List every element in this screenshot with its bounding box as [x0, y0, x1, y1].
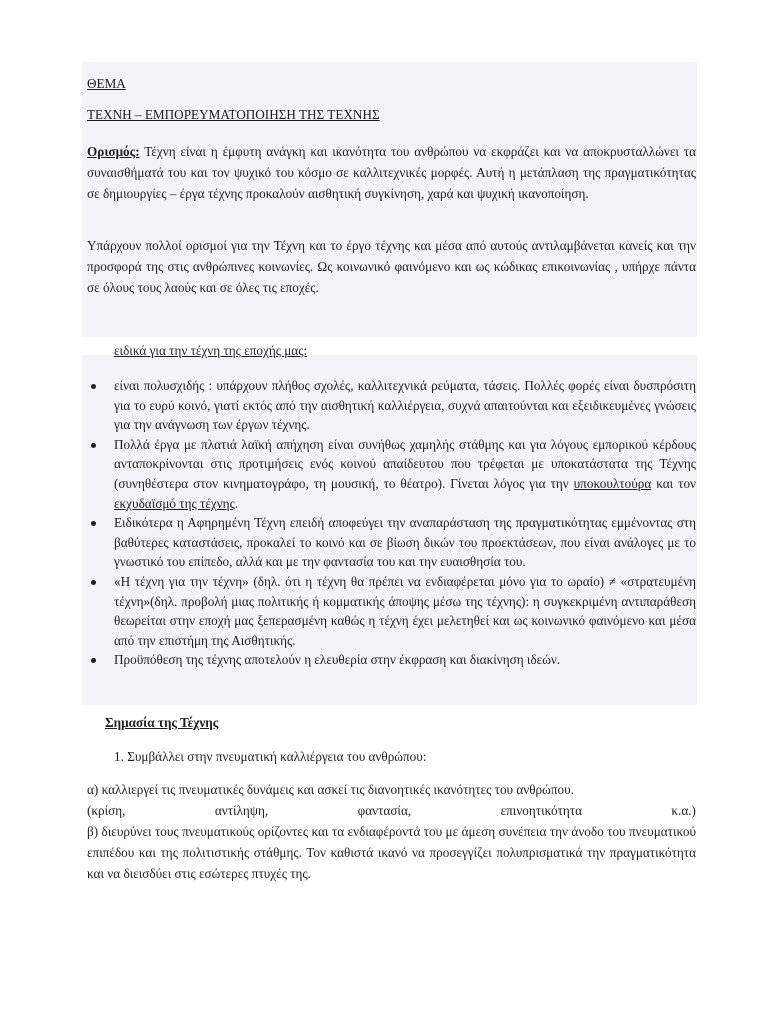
bullet-icon [91, 580, 96, 585]
list-item: Προϋπόθεση της τέχνης αποτελούν η ελευθερία στην έκφραση και διακίνηση ιδεών. [87, 650, 696, 670]
point-a: α) καλλιεργεί τις πνευματικές δυνάμεις και ασκεί τις διανοητικές ικανότητες του ανθρώπου. [87, 782, 574, 797]
bullet-list [87, 376, 696, 670]
bullet-icon [91, 443, 96, 448]
list-word: επινοητικότητα [500, 803, 582, 818]
list-word: αντίληψη, [214, 803, 269, 818]
bullet-icon [91, 658, 96, 663]
importance-heading: Σημασία της Τέχνης [105, 715, 219, 730]
list-word: φαντασία, [357, 803, 412, 818]
list-word: κ.α.) [671, 803, 696, 818]
list-item: Ειδικότερα η Αφηρημένη Τέχνη επειδή αποφεύγει την αναπαράσταση της πραγματικότητας εμμένοντας στη βαθύτερες καταστάσεις, προκαλεί το κοινό και σε βίωση δικών του προεκτάσεων, που είναι ανάλογες με το γνωστικό του επίπεδο, αλλά και με την φαντασία του και την ευαισθησία του. [87, 513, 696, 572]
numbered-item-1: 1. Συμβάλλει στην πνευματική καλλιέργεια του ανθρώπου: [114, 749, 427, 764]
term-subculture: υποκουλτούρα [573, 475, 652, 491]
point-a-list [87, 800, 696, 821]
definition-text: Τέχνη είναι η έμφυτη ανάγκη και ικανότητα του ανθρώπου να εκφράζει και να αποκρυσταλλώνει τα συναισθήματά του και τον ψυχικό του κόσμο σε καλλιτεχνικές μορφές. Αυτή η μετάπλαση της πραγματικότητας σε δημιουργίες – έργα τέχνης προκαλούν αισθητική συγκίνηση, χαρά και ψυχική ικανοποίηση. [87, 144, 696, 201]
list-item: Πολλά έργα με πλατιά λαϊκή απήχηση είναι συνήθως χαμηλής στάθμης και για λόγους εμπορικού κέρδους ανταποκρίνονται στις προτιμήσεις ενός κοινού απαίδευτου που τρέφεται με υποκατάστατα της Τέχνης (συνηθέστερα στον κινηματογράφο, τη μουσική, το θέατρο). Γίνεται λόγος για την υποκουλτούρα και τον εκχυδαϊσμό της τέχνης. [87, 435, 696, 513]
list-item: «Η τέχνη για την τέχνη» (δηλ. ότι η τέχνη θα πρέπει να ενδιαφέρεται μόνο για το ωραίο) ≠ «στρατευμένη τέχνη»(δηλ. προβολή μιας πολιτικής ή κομματικής άποψης μέσω της τέχνης): η συγκεκριμένη αντιπαράθεση θεωρείται στην εποχή μας ξεπερασμένη καθώς η τέχνη έχει μελετηθεί και ως κοινωνικό φαινόμενο και μέσα από την επιστήμη της Αισθητικής. [87, 572, 696, 650]
point-b: β) διευρύνει τους πνευματικούς ορίζοντες και τα ενδιαφέροντά του με άμεση συνέπεια την άνοδο του πνευματικού επιπέδου και της πολιτιστικής στάθμης. Τον καθιστά ικανό να προσεγγίζει πολυπρισματικά την πραγματικότητα και να διεισδύει στις εσώτερες πτυχές της. [87, 824, 696, 881]
definition-label: Ορισμός: [87, 144, 140, 159]
bullet-icon [91, 384, 96, 389]
list-item: είναι πολυσχιδής : υπάρχουν πλήθος σχολές, καλλιτεχνικά ρεύματα, τάσεις. Πολλές φορές είναι δυσπρόσιτη για το ευρύ κοινό, γιατί εκτός από την αισθητική καλλιέργεια, συχνά απαιτούνται και εξειδικευμένες γνώσεις για την ανάγνωση των έργων τέχνης. [87, 376, 696, 435]
list-word: (κρίση, [87, 803, 126, 818]
topic-label: ΘΕΜΑ [87, 76, 126, 91]
definition-paragraph [87, 141, 696, 204]
paragraph-2: Υπάρχουν πολλοί ορισμοί για την Τέχνη και το έργο τέχνης και μέσα από αυτούς αντιλαμβάνεται κανείς και την προσφορά της στις ανθρώπινες κοινωνίες. Ως κοινωνικό φαινόμενο και ως κώδικας επικοινωνίας , υπήρχε πάντα σε όλους τους λαούς και σε όλες τις εποχές. [87, 238, 696, 295]
document-title: ΤΕΧΝΗ – ΕΜΠΟΡΕΥΜΑΤΟΠΟΙΗΣΗ ΤΗΣ ΤΕΧΝΗΣ [87, 107, 380, 122]
term-vulgarization: εκχυδαϊσμό της τέχνης [114, 495, 235, 511]
bullet-icon [91, 521, 96, 526]
subheading: ειδικά για την τέχνη της εποχής μας: [114, 343, 308, 358]
